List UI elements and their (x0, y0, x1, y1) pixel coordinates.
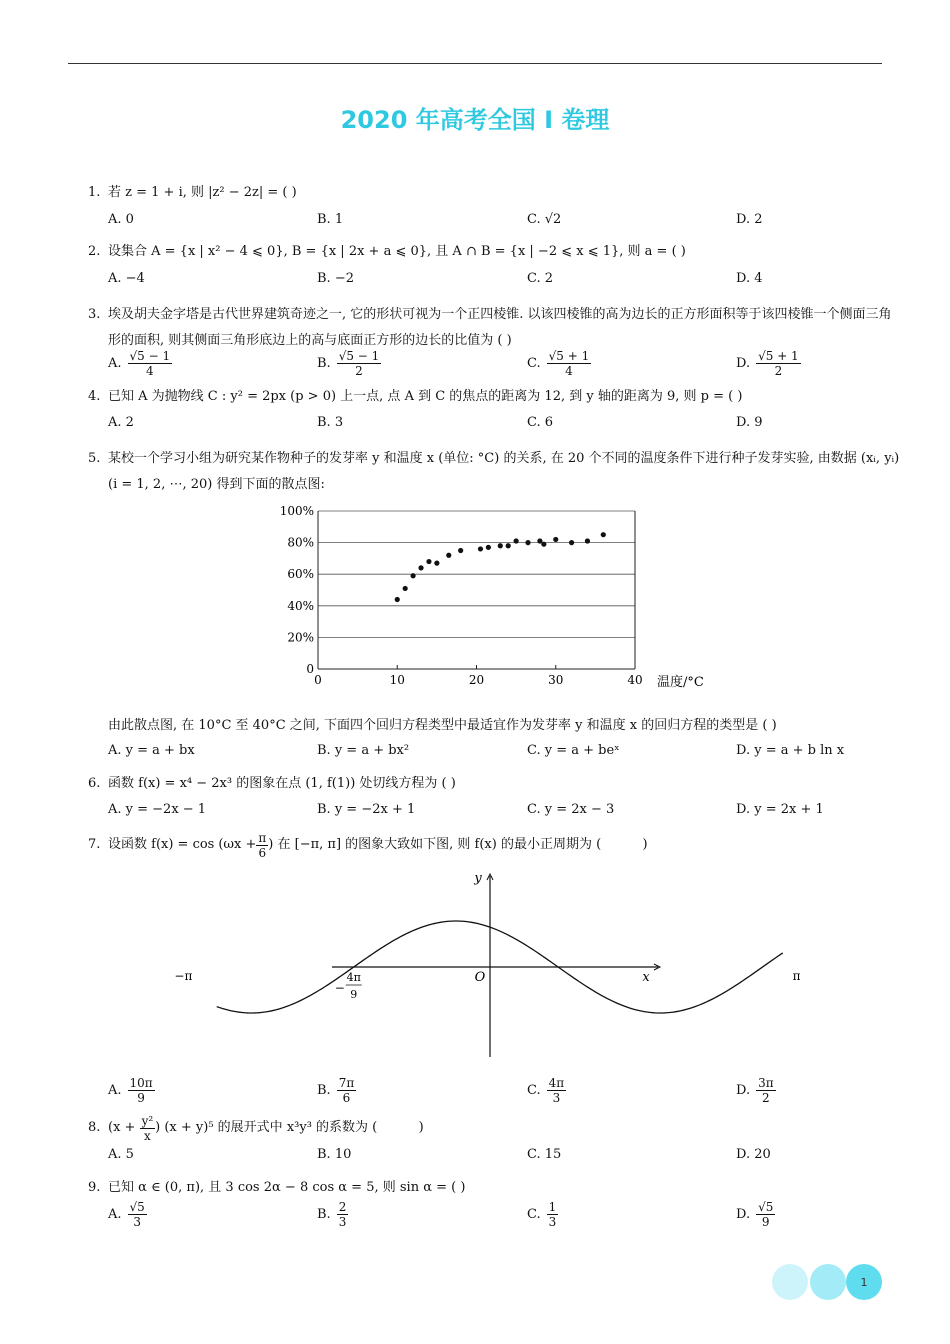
scatter-point (569, 540, 574, 545)
option-c[interactable]: C. $\frac{1}{3}$ (527, 1199, 557, 1229)
option-a[interactable]: A. $\frac{10\pi}{9}$ (108, 1075, 153, 1105)
question-5-followup: 由此散点图, 在 10°C 至 40°C 之间, 下面四个回归方程类型中最适宜作为发芽率 y 和温度 x 的回归方程的类型是 ( ) (108, 718, 777, 733)
fraction: $\frac{√5 - 1}{4}$ (129, 348, 171, 378)
option-d[interactable]: D. $\frac{√5 + 1}{2}$ (736, 348, 799, 378)
x-tick-label: 10 (389, 673, 405, 687)
options-8 (108, 1137, 888, 1171)
x-tick-label: 20 (468, 673, 485, 687)
scatter-point (506, 543, 511, 548)
option-c[interactable]: C. 6 (527, 414, 554, 430)
x-axis-label: x (642, 970, 650, 985)
option-c[interactable]: C. $\frac{4\pi}{3}$ (527, 1075, 565, 1105)
option-a[interactable]: A. $\frac{√5}{3}$ (108, 1199, 145, 1229)
scatter-point (486, 545, 491, 550)
option-a[interactable]: A. 0 (108, 211, 134, 227)
x-axis-label: 温度/°C (657, 675, 704, 690)
option-d[interactable]: D. $\frac{3\pi}{2}$ (736, 1075, 774, 1105)
mark-numerator: 4π (346, 971, 361, 984)
tick-labels (280, 504, 643, 687)
y-tick-label: 40% (287, 598, 314, 613)
pi-label: π (792, 969, 801, 983)
option-b[interactable]: B. 1 (317, 211, 344, 227)
option-a[interactable]: A. 2 (108, 414, 134, 430)
scatter-point (478, 546, 483, 551)
option-b[interactable]: B. $\frac{√5 - 1}{2}$ (317, 348, 380, 378)
question-8: 8. (x + $\frac{\text{y²}}{x}$ ) (x + y)⁵ 的展开式中 x³y³ 的系数为 ( ) (88, 1113, 424, 1143)
question-2: 2. 设集合 A = {x | x² − 4 ⩽ 0}, B = {x | 2x + a ⩽ 0}, 且 A ∩ B = {x | −2 ⩽ x ⩽ 1}, 则 a = ( ) (88, 244, 686, 259)
scatter-point (525, 540, 530, 545)
options-5 (108, 733, 888, 767)
question-9: 9. 已知 α ∈ (0, π), 且 3 cos 2α − 8 cos α = 5, 则 sin α = ( ) (88, 1180, 466, 1195)
question-3: 3. 埃及胡夫金字塔是古代世界建筑奇迹之一, 它的形状可视为一个正四棱锥. 以该四棱锥的高为边长的正方形面积等于该四棱锥一个侧面三角形的面积, 则其侧面三角形底边上的高与底面正方形的边长的比值为 ( ) (88, 307, 892, 348)
mark-denominator: 9 (350, 988, 358, 1001)
fraction: $\frac{7\pi}{6}$ (338, 1075, 355, 1105)
cosine-graph (174, 862, 801, 1062)
fraction: $\frac{2}{3}$ (338, 1199, 347, 1229)
scatter-point (426, 559, 431, 564)
option-c[interactable]: C. y = 2x − 3 (527, 801, 615, 817)
scatter-point (434, 561, 439, 566)
fraction: $\frac{\text{y²}}{x}$ (141, 1113, 154, 1143)
option-b[interactable]: B. y = a + bx² (317, 742, 410, 758)
fraction: $\frac{√5 + 1}{2}$ (758, 348, 799, 378)
question-6: 6. 函数 f(x) = x⁴ − 2x³ 的图象在点 (1, f(1)) 处切线方程为 ( ) (88, 776, 456, 791)
option-b[interactable]: B. $\frac{2}{3}$ (317, 1199, 347, 1229)
page-title: 2020 年高考全国 I 卷理 (340, 106, 610, 134)
option-c[interactable]: C. 2 (527, 270, 554, 286)
options-2 (108, 261, 888, 295)
page-indicator (772, 1264, 892, 1302)
fraction: $\frac{4\pi}{3}$ (548, 1075, 565, 1105)
options-9 (108, 1197, 888, 1231)
y-tick-label: 0 (306, 662, 314, 676)
question-1: 1. 若 z = 1 + i, 则 |z² − 2z| = ( ) (88, 185, 297, 200)
option-b[interactable]: B. 3 (317, 414, 344, 430)
option-a[interactable]: A. 5 (108, 1146, 134, 1162)
fraction: $\frac{10\pi}{9}$ (129, 1075, 153, 1105)
decor-dot (810, 1264, 846, 1300)
scatter-point (601, 532, 606, 537)
y-tick-label: 80% (287, 535, 314, 550)
fraction: $\frac{\pi}{6}$ (258, 830, 267, 860)
scatter-chart (280, 500, 730, 700)
fraction: $\frac{√5 + 1}{4}$ (548, 348, 590, 378)
option-b[interactable]: B. y = −2x + 1 (317, 801, 416, 817)
question-5: 5. 某校一个学习小组为研究某作物种子的发芽率 y 和温度 x (单位: °C) 的关系, 在 20 个不同的温度条件下进行种子发芽实验, 由数据 (xᵢ, yᵢ) (i = 1, 2, ⋯, 20) 得到下面的散点图: (88, 451, 900, 492)
scatter-point (418, 565, 423, 570)
scatter-point (458, 548, 463, 553)
option-d[interactable]: D. y = a + b ln x (736, 742, 845, 758)
axes (332, 874, 660, 1057)
options-4 (108, 405, 888, 439)
option-d[interactable]: D. 9 (736, 414, 763, 430)
fraction: $\frac{√5}{9}$ (758, 1199, 774, 1229)
fraction: $\frac{√5}{3}$ (129, 1199, 145, 1229)
scatter-point (541, 542, 546, 547)
option-d[interactable]: D. y = 2x + 1 (736, 801, 824, 817)
option-d[interactable]: D. 4 (736, 270, 763, 286)
scatter-point (585, 538, 590, 543)
option-a[interactable]: A. y = a + bx (108, 742, 195, 758)
origin-label: O (474, 970, 486, 985)
option-b[interactable]: B. $\frac{7\pi}{6}$ (317, 1075, 355, 1105)
page-number: 1 (846, 1264, 882, 1300)
option-d[interactable]: D. 20 (736, 1146, 771, 1162)
options-1 (108, 202, 888, 236)
y-axis-label: y (474, 871, 482, 886)
x-tick-label: 30 (548, 673, 564, 687)
scatter-point (514, 538, 519, 543)
x-tick-label: 0 (314, 673, 322, 687)
options-7 (108, 1073, 888, 1107)
question-7: 7. 设函数 f(x) = cos (ωx + $\frac{\pi}{6}$ ) 在 [−π, π] 的图象大致如下图, 则 f(x) 的最小正周期为 ( ) (88, 830, 648, 860)
x-tick-label: 40 (627, 673, 643, 687)
option-a[interactable]: A. y = −2x − 1 (108, 801, 207, 817)
option-c[interactable]: C. y = a + beˣ (527, 742, 620, 758)
options-3 (108, 346, 888, 380)
fraction: $\frac{√5 - 1}{2}$ (338, 348, 380, 378)
grid (318, 511, 635, 669)
scatter-point (395, 597, 400, 602)
scatter-point (498, 543, 503, 548)
mark-sign: − (334, 981, 345, 995)
y-tick-label: 60% (287, 567, 314, 582)
fraction: $\frac{1}{3}$ (548, 1199, 557, 1229)
question-4: 4. 已知 A 为抛物线 C : y² = 2px (p > 0) 上一点, 点 A 到 C 的焦点的距离为 12, 到 y 轴的距离为 9, 则 p = ( ) (88, 389, 743, 404)
options-6 (108, 792, 888, 826)
option-d[interactable]: D. $\frac{√5}{9}$ (736, 1199, 774, 1229)
fraction: $\frac{3\pi}{2}$ (758, 1075, 774, 1105)
header-rule (68, 63, 882, 64)
y-tick-label: 100% (279, 504, 314, 518)
option-b[interactable]: B. 10 (317, 1146, 352, 1162)
scatter-point (411, 573, 416, 578)
neg-pi-label: −π (174, 969, 193, 983)
option-c[interactable]: C. √2 (527, 211, 562, 227)
option-a[interactable]: A. $\frac{√5 - 1}{4}$ (108, 348, 171, 378)
scatter-point (403, 586, 408, 591)
scatter-point (553, 537, 558, 542)
option-c[interactable]: C. $\frac{√5 + 1}{4}$ (527, 348, 590, 378)
decor-dot (772, 1264, 808, 1300)
option-a[interactable]: A. −4 (108, 270, 145, 286)
option-b[interactable]: B. −2 (317, 270, 354, 286)
scatter-point (446, 553, 451, 558)
option-c[interactable]: C. 15 (527, 1146, 562, 1162)
y-tick-label: 20% (287, 630, 314, 645)
option-d[interactable]: D. 2 (736, 211, 763, 227)
